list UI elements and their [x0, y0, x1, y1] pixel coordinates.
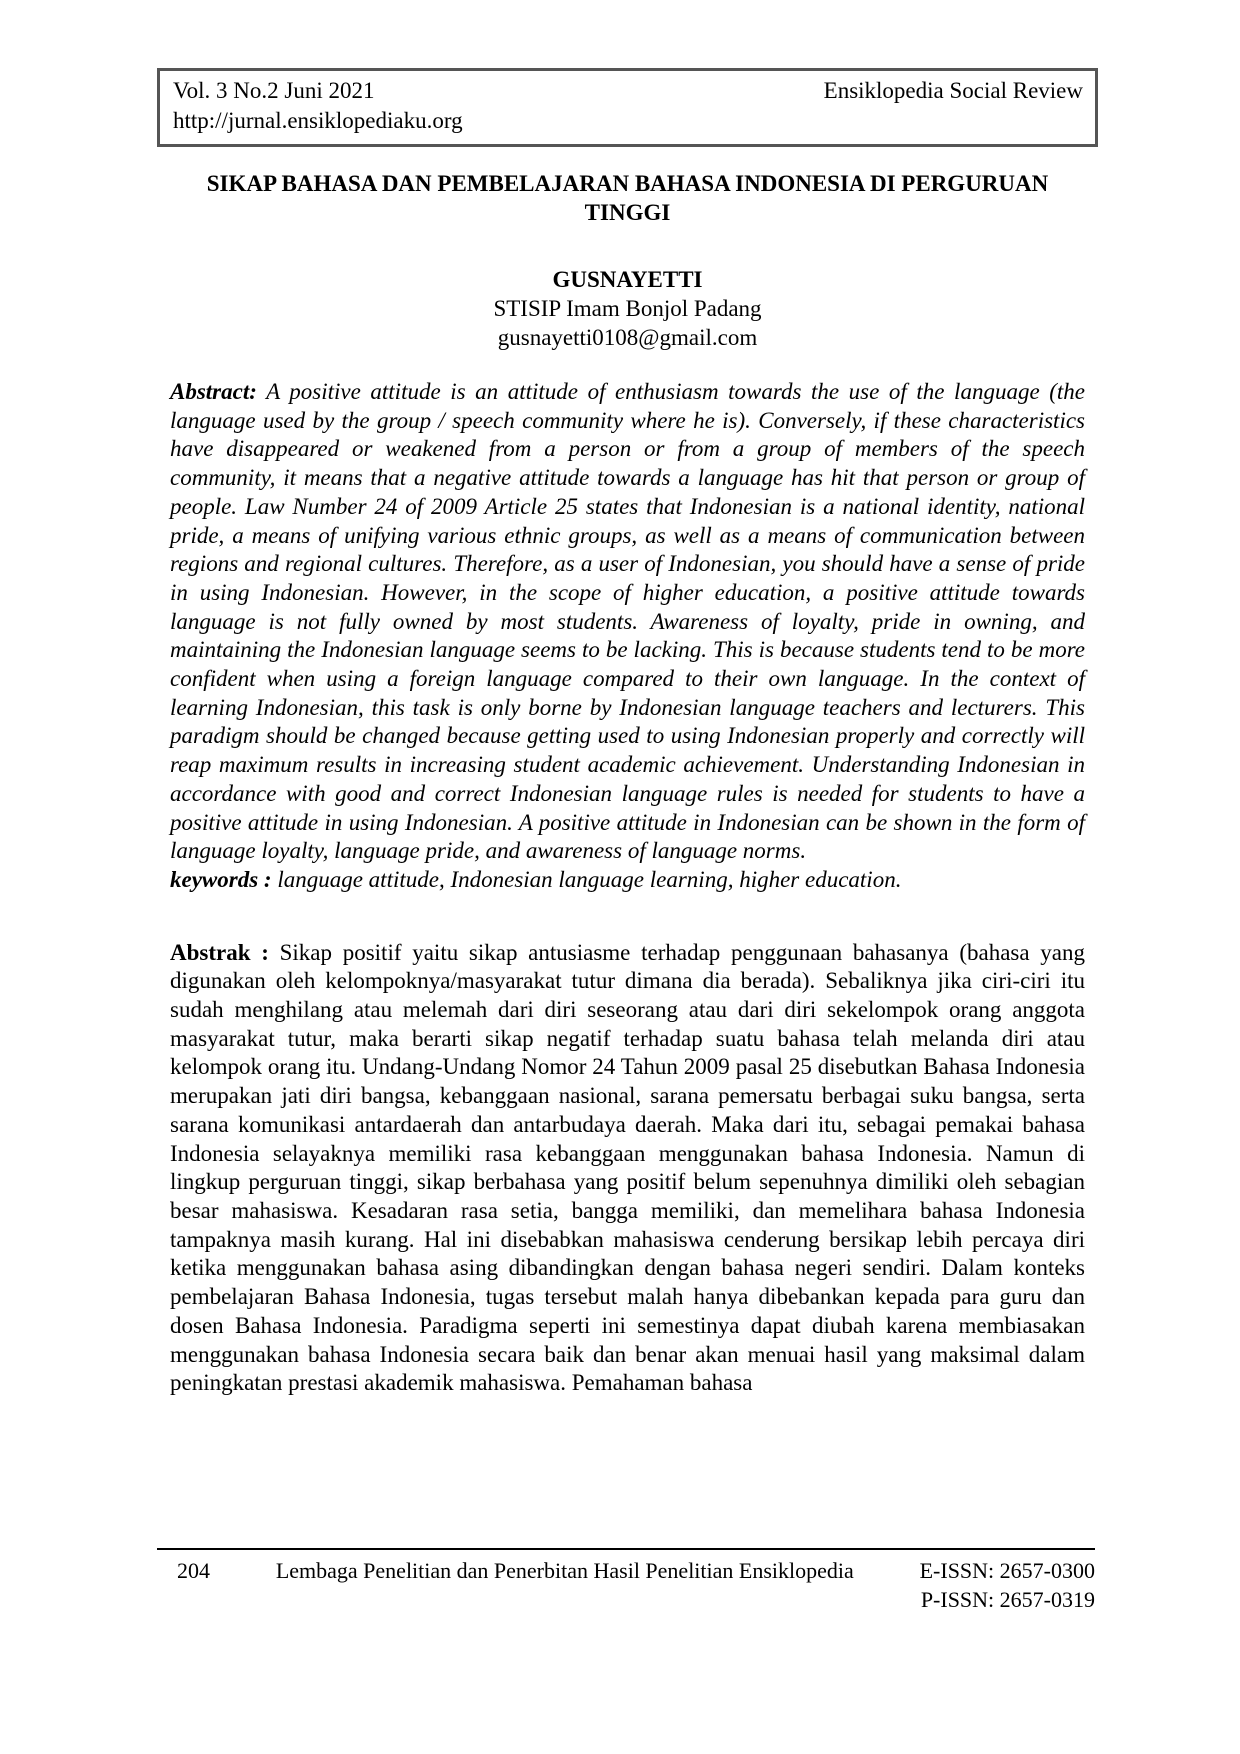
publisher-name: Lembaga Penelitian dan Penerbitan Hasil Penelitian Ensiklopedia: [275, 1558, 854, 1583]
footer-divider: [157, 1548, 1095, 1550]
keywords-label: keywords :: [170, 866, 272, 892]
keywords-text: language attitude, Indonesian language learning, higher education.: [277, 866, 902, 892]
abstract-english-text: A positive attitude is an attitude of enthusiasm towards the use of the language (the language used by the group / speech community where he is). Conversely, if these characteristics have disappeared or weakened from a person or from a group of members of the speech community, it means that a negative attitude towards a language has hit that person or group of people. Law Number 24 of 2009 Article 25 states that Indonesian is a national identity, national pride, a means of unifying various ethnic groups, as well as a means of communication between regions and regional cultures. Therefore, as a user of Indonesian, you should have a sense of pride in using Indonesian. However, in the scope of higher education, a positive attitude towards language is not fully owned by most students. Awareness of loyalty, pride in owning, and maintaining the Indonesian language seems to be lacking. This is because students tend to be more confident when using a foreign language compared to their own language. In the context of learning Indonesian, this task is only borne by Indonesian language teachers and lecturers. This paradigm should be changed because getting used to using Indonesian properly and correctly will reap maximum results in increasing student academic achievement. Understanding Indonesian in accordance with good and correct Indonesian language rules is needed for students to have a positive attitude in using Indonesian. A positive attitude in Indonesian can be shown in the form of language loyalty, language pride, and awareness of language norms.: [170, 379, 1085, 864]
footer-row: [157, 1556, 1095, 1614]
article-title: SIKAP BAHASA DAN PEMBELAJARAN BAHASA INDONESIA DI PERGURUAN TINGGI: [206, 171, 1049, 225]
author-block: [170, 265, 1085, 352]
abstract-english-paragraph: [170, 378, 1085, 866]
author-name: GUSNAYETTI: [552, 267, 703, 292]
header-top-row: [173, 76, 1083, 106]
page-footer: [157, 1548, 1095, 1614]
volume-issue-label: Vol. 3 No.2 Juni 2021: [173, 78, 375, 103]
journal-name-label: Ensiklopedia Social Review: [823, 78, 1083, 103]
keywords-line: [170, 866, 1085, 895]
abstract-english-label: Abstract:: [170, 379, 257, 404]
author-affiliation: STISIP Imam Bonjol Padang: [493, 296, 762, 321]
abstract-indonesian-paragraph: [170, 939, 1085, 1398]
author-email: gusnayetti0108@gmail.com: [497, 325, 758, 350]
abstract-indonesian-text: Sikap positif yaitu sikap antusiasme terhadap penggunaan bahasanya (bahasa yang digunakan oleh kelompoknya/masyarakat tutur dimana dia berada). Sebaliknya jika ciri-ciri itu sudah menghilang atau melemah dari diri seseorang atau dari diri sekelompok orang anggota masyarakat tutur, maka berarti sikap negatif terhadap suatu bahasa telah melanda diri atau kelompok orang itu. Undang-Undang Nomor 24 Tahun 2009 pasal 25 disebutkan Bahasa Indonesia merupakan jati diri bangsa, kebanggaan nasional, sarana pemersatu berbagai suku bangsa, serta sarana komunikasi antardaerah dan antarbudaya daerah. Maka dari itu, sebagai pemakai bahasa Indonesia selayaknya memiliki rasa kebanggaan menggunakan bahasa Indonesia. Namun di lingkup perguruan tinggi, sikap berbahasa yang positif belum sepenuhnya dimiliki oleh sebagian besar mahasiswa. Kesadaran rasa setia, bangga memiliki, dan memelihara bahasa Indonesia tampaknya masih kurang. Hal ini disebabkan mahasiswa cenderung bersikap lebih percaya diri ketika menggunakan bahasa asing dibandingkan dengan bahasa negeri sendiri. Dalam konteks pembelajaran Bahasa Indonesia, tugas tersebut malah hanya dibebankan kepada para guru dan dosen Bahasa Indonesia. Paradigma seperti ini semestinya dapat diubah karena membiasakan menggunakan bahasa Indonesia secara baik dan benar akan menuai hasil yang maksimal dalam peningkatan prestasi akademik mahasiswa. Pemahaman bahasa: [170, 939, 1085, 1396]
issn-block: [920, 1556, 1095, 1614]
p-issn-label: P-ISSN: 2657-0319: [920, 1587, 1095, 1612]
page-number: 204: [177, 1558, 210, 1583]
abstract-indonesian-label: Abstrak :: [170, 939, 269, 965]
e-issn-label: E-ISSN: 2657-0300: [919, 1558, 1095, 1583]
journal-url: http://jurnal.ensiklopediaku.org: [173, 108, 463, 133]
journal-header-box: [157, 68, 1098, 147]
